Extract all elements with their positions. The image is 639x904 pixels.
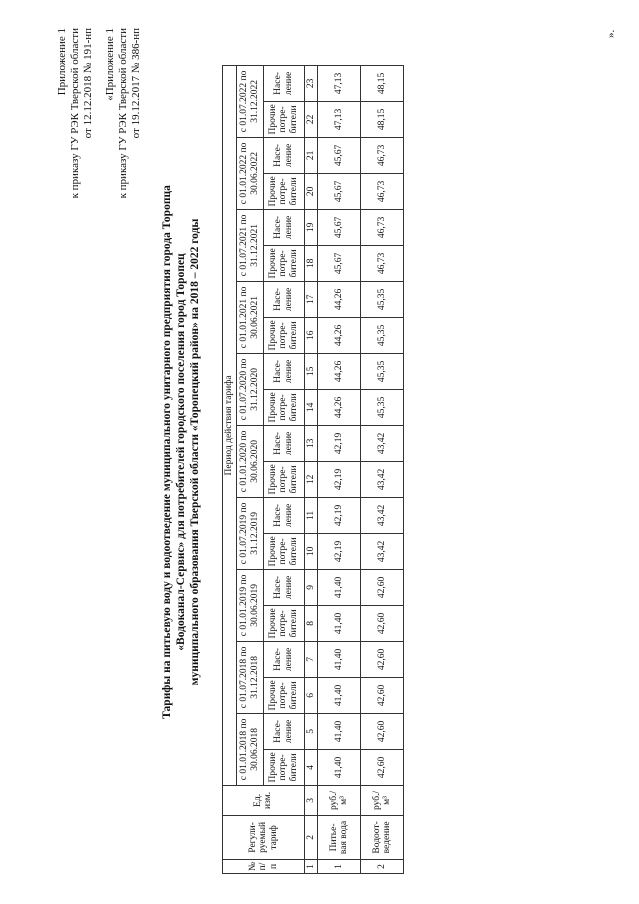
column-number-row: [304, 65, 318, 873]
subheader-population: Насе-ление: [263, 137, 304, 173]
tariff-value: 42,60: [361, 641, 404, 677]
period-header: с 01.01.2021 по 30.06.2021: [236, 281, 263, 353]
appendix-line: к приказу ГУ РЭК Тверской области: [69, 28, 81, 199]
tariff-table-body: [223, 65, 404, 873]
subheader-population: Насе-ление: [263, 209, 304, 245]
document-title: [160, 0, 202, 904]
subheader-other-consumers: Прочие потре-бители: [263, 101, 304, 137]
tariff-value: 42,60: [361, 677, 404, 713]
tariff-value: 47,13: [318, 65, 361, 101]
row-tariff-name: Водоот-ведение: [361, 815, 404, 859]
tariff-value: 43,42: [361, 533, 404, 569]
tariff-value: 41,40: [318, 569, 361, 605]
row-number: 2: [361, 859, 404, 873]
appendix-line: «Приложение 1: [104, 28, 116, 101]
subheader-other-consumers: Прочие потре-бители: [263, 173, 304, 209]
column-number: 2: [304, 815, 318, 859]
period-header: с 01.07.2020 по 31.12.2020: [236, 353, 263, 425]
subheader-population: Насе-ление: [263, 569, 304, 605]
column-number: 3: [304, 785, 318, 815]
tariff-value: 46,73: [361, 137, 404, 173]
column-number: 20: [304, 173, 318, 209]
period-header: с 01.07.2022 по 31.12.2022: [236, 65, 263, 137]
tariff-value: 41,40: [318, 677, 361, 713]
column-number: 21: [304, 137, 318, 173]
tariff-value: 46,73: [361, 209, 404, 245]
subheader-other-consumers: Прочие потре-бители: [263, 749, 304, 785]
subheader-population: Насе-ление: [263, 425, 304, 461]
row-tariff-name: Питье-вая вода: [318, 815, 361, 859]
tariff-value: 45,35: [361, 317, 404, 353]
subheader-other-consumers: Прочие потре-бители: [263, 533, 304, 569]
tariff-value: 42,19: [318, 425, 361, 461]
tariff-value: 43,42: [361, 425, 404, 461]
tariff-value: 48,15: [361, 101, 404, 137]
tariff-value: 45,35: [361, 281, 404, 317]
column-number: 6: [304, 677, 318, 713]
column-number: 11: [304, 497, 318, 533]
tariff-value: 44,26: [318, 353, 361, 389]
closing-quote: ».: [605, 29, 617, 38]
table-header-row: [236, 65, 263, 873]
tariff-value: 44,26: [318, 317, 361, 353]
appendix-header: [56, 28, 95, 198]
tariff-value: 47,13: [318, 101, 361, 137]
tariff-value: 41,40: [318, 713, 361, 749]
period-header: с 01.07.2019 по 31.12.2019: [236, 497, 263, 569]
subheader-other-consumers: Прочие потре-бители: [263, 677, 304, 713]
subheader-population: Насе-ление: [263, 641, 304, 677]
subheader-other-consumers: Прочие потре-бители: [263, 317, 304, 353]
row-unit: руб./м³: [361, 785, 404, 815]
column-header-unit: Ед. изм.: [223, 785, 305, 815]
tariff-value: 42,19: [318, 533, 361, 569]
table-row: [361, 65, 404, 873]
title-line: Тарифы на питьевую воду и водоотведение муниципального унитарного предприятия города Торопца: [161, 185, 173, 719]
table-row: [318, 65, 361, 873]
tariff-value: 43,42: [361, 497, 404, 533]
tariff-value: 42,60: [361, 713, 404, 749]
tariff-value: 44,26: [318, 389, 361, 425]
tariff-value: 42,19: [318, 497, 361, 533]
tariff-table: [222, 65, 404, 874]
column-number: 14: [304, 389, 318, 425]
tariff-value: 45,67: [318, 137, 361, 173]
table-header-row: [263, 65, 304, 873]
tariff-value: 44,26: [318, 281, 361, 317]
subheader-other-consumers: Прочие потре-бители: [263, 605, 304, 641]
tariff-value: 42,19: [318, 461, 361, 497]
column-header-tariff: Регули-руемый тариф: [223, 815, 305, 859]
previous-appendix-header: [104, 28, 143, 198]
tariff-value: 45,67: [318, 209, 361, 245]
row-number: 1: [318, 859, 361, 873]
column-number: 4: [304, 749, 318, 785]
subheader-other-consumers: Прочие потре-бители: [263, 389, 304, 425]
tariff-value: 41,40: [318, 749, 361, 785]
period-header: с 01.01.2018 по 30.06.2018: [236, 713, 263, 785]
column-number: 13: [304, 425, 318, 461]
tariff-value: 46,73: [361, 245, 404, 281]
tariff-value: 45,67: [318, 245, 361, 281]
tariff-value: 45,35: [361, 353, 404, 389]
column-number: 15: [304, 353, 318, 389]
column-number: 8: [304, 605, 318, 641]
tariff-value: 48,15: [361, 65, 404, 101]
subheader-population: Насе-ление: [263, 353, 304, 389]
title-line: муниципального образования Тверской области «Торопецкий район» на 2018 – 2022 годы: [189, 218, 201, 686]
table-header-row: [223, 65, 237, 873]
column-header-number: № п/п: [223, 859, 305, 873]
period-header: с 01.07.2018 по 31.12.2018: [236, 641, 263, 713]
tariff-value: 45,35: [361, 389, 404, 425]
appendix-line: от 19.12.2017 № 386-нп: [130, 28, 142, 139]
tariff-value: 41,40: [318, 641, 361, 677]
tariff-value: 42,60: [361, 605, 404, 641]
title-line: «Водоканал-Сервис» для потребителей городского поселения город Торопец: [175, 253, 187, 651]
column-header-period: Период действия тарифа: [223, 65, 237, 785]
subheader-population: Насе-ление: [263, 713, 304, 749]
tariff-value: 42,60: [361, 749, 404, 785]
appendix-line: Приложение 1: [56, 28, 68, 96]
column-number: 12: [304, 461, 318, 497]
column-number: 18: [304, 245, 318, 281]
column-number: 23: [304, 65, 318, 101]
column-number: 9: [304, 569, 318, 605]
tariff-value: 45,67: [318, 173, 361, 209]
tariff-value: 43,42: [361, 461, 404, 497]
column-number: 16: [304, 317, 318, 353]
subheader-population: Насе-ление: [263, 65, 304, 101]
appendix-line: к приказу ГУ РЭК Тверской области: [117, 28, 129, 199]
column-number: 17: [304, 281, 318, 317]
appendix-line: от 12.12.2018 № 191-нп: [82, 28, 94, 139]
subheader-other-consumers: Прочие потре-бители: [263, 461, 304, 497]
column-number: 19: [304, 209, 318, 245]
period-header: с 01.01.2022 по 30.06.2022: [236, 137, 263, 209]
subheader-other-consumers: Прочие потре-бители: [263, 245, 304, 281]
row-unit: руб./м³: [318, 785, 361, 815]
tariff-value: 41,40: [318, 605, 361, 641]
tariff-value: 42,60: [361, 569, 404, 605]
column-number: 5: [304, 713, 318, 749]
subheader-population: Насе-ление: [263, 281, 304, 317]
period-header: с 01.01.2019 по 30.06.2019: [236, 569, 263, 641]
column-number: 10: [304, 533, 318, 569]
tariff-value: 46,73: [361, 173, 404, 209]
subheader-population: Насе-ление: [263, 497, 304, 533]
column-number: 7: [304, 641, 318, 677]
column-number: 1: [304, 859, 318, 873]
period-header: с 01.01.2020 по 30.06.2020: [236, 425, 263, 497]
column-number: 22: [304, 101, 318, 137]
period-header: с 01.07.2021 по 31.12.2021: [236, 209, 263, 281]
